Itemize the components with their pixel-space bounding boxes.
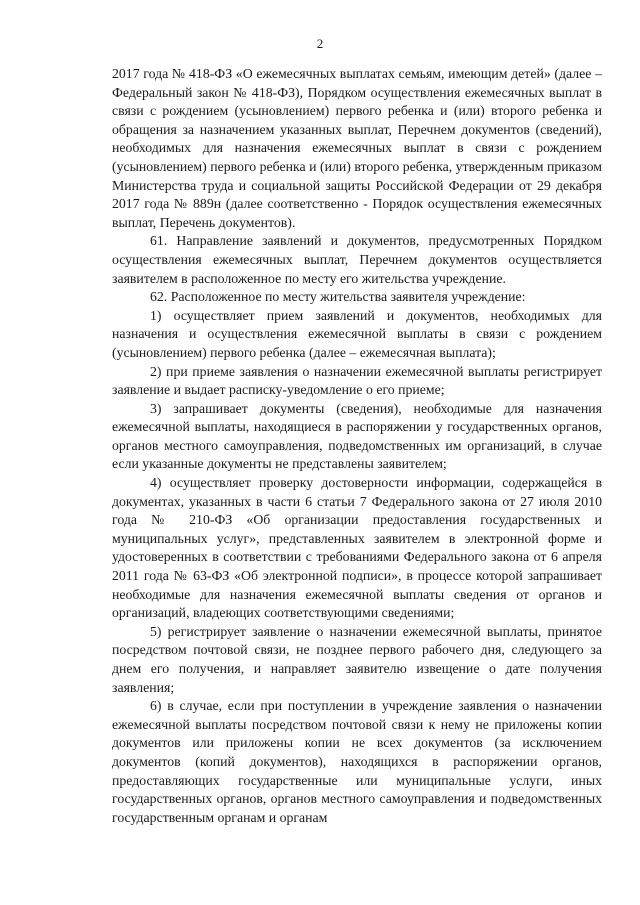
list-item-4: 4) осуществляет проверку достоверности информации, содержащейся в документах, указанных в части 6 статьи 7 Федерального закона от 27 июля 2010 года № 210-ФЗ «Об организации предоставления государственных и муниципальных услуг», представленных заявителем в электронной форме и удостоверенных в соответствии с требованиями Федерального закона от 6 апреля 2011 года № 63-ФЗ «Об электронной подписи», в процессе которой запрашивает необходимые для назначения ежемесячной выплаты сведения от органов и организаций, владеющих соответствующими сведениями; bbox=[112, 475, 602, 621]
list-item-2: 2) при приеме заявления о назначении ежемесячной выплаты регистрирует заявление и выдает расписку-уведомление о его приеме; bbox=[112, 363, 602, 398]
paragraph-62: 62. Расположенное по месту жительства заявителя учреждение: bbox=[150, 289, 526, 305]
paragraph-61: 61. Направление заявлений и документов, предусмотренных Порядком осуществления ежемесячных выплат, Перечнем документов осуществляется заявителем в расположенное по месту его жительства учреждение. bbox=[112, 233, 602, 286]
document-body bbox=[112, 65, 602, 827]
list-item-1: 1) осуществляет прием заявлений и документов, необходимых для назначения и осуществления ежемесячной выплаты в связи с рождением (усыновлением) первого ребенка (далее – ежемесячная выплата); bbox=[112, 307, 602, 360]
list-item-3: 3) запрашивает документы (сведения), необходимые для назначения ежемесячной выплаты, находящиеся в распоряжении у государственных органов, органов местного самоуправления, подведомственных им организаций, в случае если указанные документы не представлены заявителем; bbox=[112, 400, 602, 472]
list-item-5: 5) регистрирует заявление о назначении ежемесячной выплаты, принятое посредством почтовой связи, не позднее первого рабочего дня, следующего за днем его получения, и направляет заявителю извещение о дате получения заявления; bbox=[112, 623, 602, 695]
page-number: 2 bbox=[316, 36, 324, 51]
paragraph-continuation: 2017 года № 418-ФЗ «О ежемесячных выплатах семьям, имеющим детей» (далее – Федеральный закон № 418-ФЗ), Порядком осуществления ежемесячных выплат в связи с рождением (усыновлением) первого ребенка и (или) второго ребенка и обращения за назначением указанных выплат, Перечнем документов (сведений), необходимых для назначения ежемесячных выплат в связи с рождением (усыновлением) первого ребенка и (или) второго ребенка, утвержденным приказом Министерства труда и социальной защиты Российской Федерации от 29 декабря 2017 года № 889н (далее соответственно - Порядок осуществления ежемесячных выплат, Перечень документов). bbox=[112, 66, 602, 230]
list-item-6: 6) в случае, если при поступлении в учреждение заявления о назначении ежемесячной выплаты посредством почтовой связи к нему не приложены копии документов или приложены копии не всех документов (за исключением документов (копий документов), находящихся в распоряжении органов, предоставляющих государственные или муниципальные услуги, иных государственных органов, органов местного самоуправления и подведомственных государственным органам и органам bbox=[112, 698, 602, 825]
